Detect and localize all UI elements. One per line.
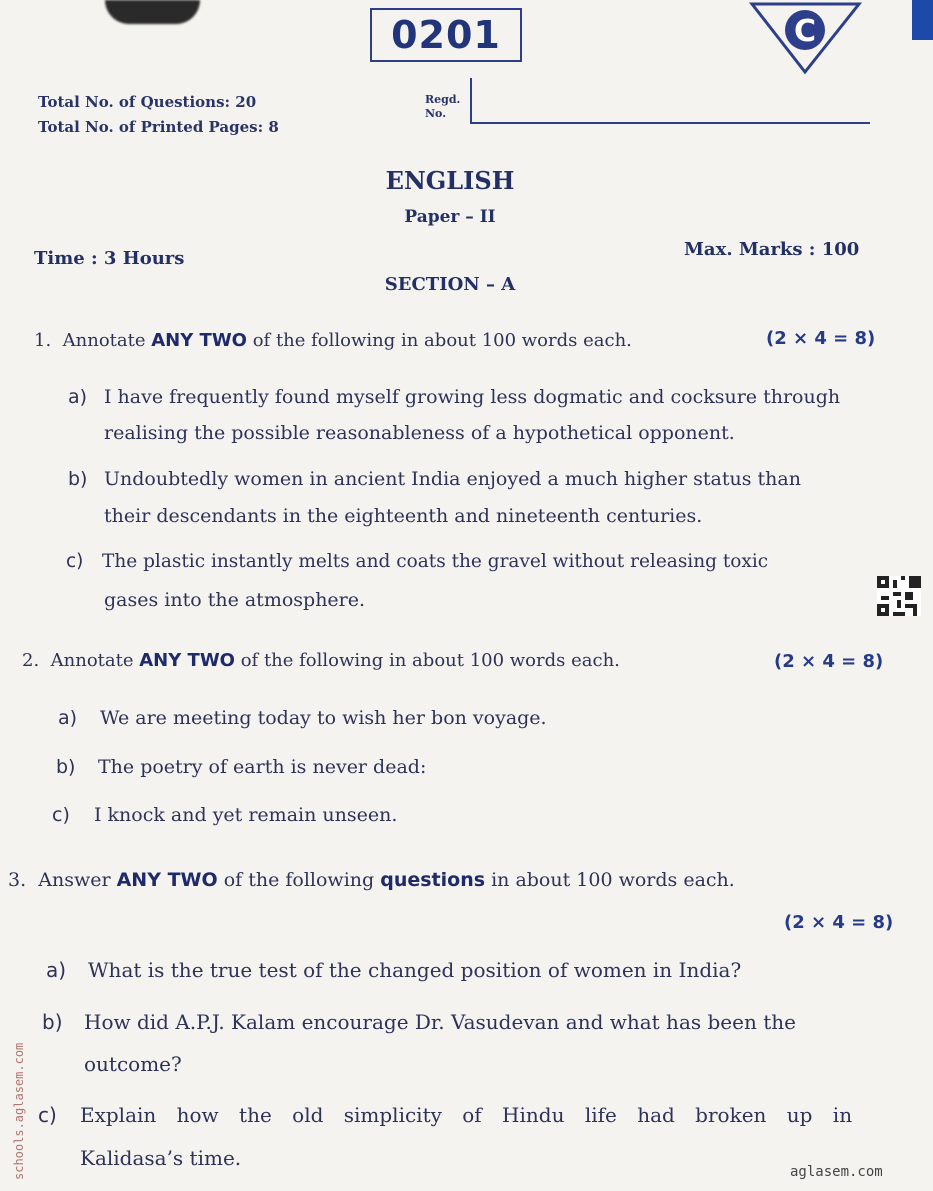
section-title: SECTION – A	[384, 274, 516, 295]
question-3-part-a: a) What is the true test of the changed position of women in India?	[46, 958, 742, 982]
question-2-part-c: c) I knock and yet remain unseen.	[52, 804, 398, 826]
question-3-part-c: c) Explain how the old simplicity of Hindu life had broken up in	[38, 1103, 853, 1127]
question-1-part-b: b) Undoubtedly women in ancient India enjoyed a much higher status than	[68, 468, 801, 490]
question-3-part-b-cont: outcome?	[84, 1052, 182, 1076]
subject-title: ENGLISH	[385, 166, 515, 195]
qr-code-icon	[877, 576, 921, 616]
bottom-watermark: aglasem.com	[790, 1164, 883, 1180]
question-2-part-a: a) We are meeting today to wish her bon voyage.	[58, 707, 547, 729]
question-3-part-b: b) How did A.P.J. Kalam encourage Dr. Vasudevan and what has been the	[42, 1010, 796, 1034]
total-pages: Total No. of Printed Pages: 8	[38, 118, 279, 136]
question-3: 3. Answer ANY TWO of the following questions in about 100 words each.	[8, 869, 735, 891]
question-1-marks: (2 × 4 = 8)	[766, 328, 876, 349]
time-label: Time : 3 Hours	[34, 248, 185, 269]
side-watermark: schools.aglasem.com	[12, 1042, 26, 1180]
regd-label: Regd. No.	[425, 93, 461, 120]
question-2-part-b: b) The poetry of earth is never dead:	[56, 756, 427, 778]
question-3-part-c-cont: Kalidasa’s time.	[80, 1146, 242, 1170]
total-questions: Total No. of Questions: 20	[38, 93, 257, 111]
question-3-marks: (2 × 4 = 8)	[784, 912, 894, 933]
series-triangle-icon	[748, 0, 863, 76]
question-1-part-b-cont: their descendants in the eighteenth and nineteenth centuries.	[104, 505, 703, 527]
scan-smudge	[105, 0, 200, 24]
page-edge-mark	[912, 0, 933, 40]
question-1: 1. Annotate ANY TWO of the following in about 100 words each.	[34, 330, 632, 351]
question-2-marks: (2 × 4 = 8)	[774, 651, 884, 672]
paper-code-box	[370, 8, 522, 62]
paper-title: Paper – II	[404, 207, 496, 227]
question-1-part-a-cont: realising the possible reasonableness of a hypothetical opponent.	[104, 422, 735, 444]
question-1-part-a: a) I have frequently found myself growing less dogmatic and cocksure through	[68, 386, 841, 408]
series-letter: C	[793, 14, 817, 49]
question-2: 2. Annotate ANY TWO of the following in about 100 words each.	[22, 650, 620, 671]
question-1-part-c: c) The plastic instantly melts and coats the gravel without releasing toxic	[66, 551, 769, 572]
paper-code: 0201	[391, 13, 501, 57]
regd-number-field[interactable]	[470, 78, 870, 124]
max-marks-label: Max. Marks : 100	[684, 239, 860, 260]
question-1-part-c-cont: gases into the atmosphere.	[104, 589, 366, 611]
